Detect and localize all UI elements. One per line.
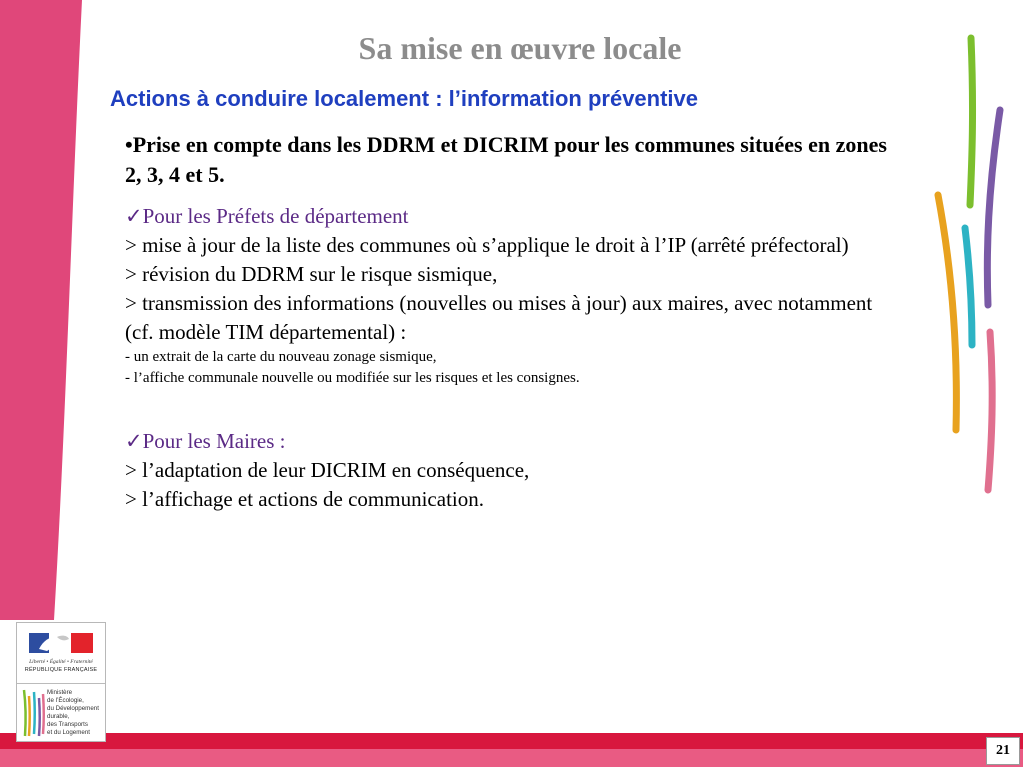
ministry-line: des Transports [47, 721, 88, 728]
ministry-logo [16, 622, 106, 742]
slide-body [125, 130, 905, 514]
section-maires-line-2: > l’affichage et actions de communication. [125, 487, 484, 511]
section-prefets-line-1: > mise à jour de la liste des communes où s’applique le droit à l’IP (arrêté préfectoral) [125, 233, 849, 257]
ministry-stripes-icon [20, 686, 46, 738]
slide-title: Sa mise en œuvre locale [358, 30, 682, 66]
section-maires-heading: ✓Pour les Maires : [125, 429, 286, 453]
stripe-green [970, 38, 973, 205]
stripe-pink [988, 332, 992, 490]
bottom-red-band [0, 733, 1023, 749]
republic-motto: Liberté • Égalité • Fraternité [29, 659, 93, 665]
ministry-line: et du Logement [47, 729, 91, 736]
section-maires-line-1: > l’adaptation de leur DICRIM en conséquence, [125, 458, 530, 482]
stripe-teal [965, 228, 972, 345]
section-prefets-subline-2: - l’affiche communale nouvelle ou modifiée sur les risques et les consignes. [125, 370, 580, 386]
ministry-name [47, 689, 105, 737]
page-number: 21 [986, 737, 1020, 765]
republic-name: RÉPUBLIQUE FRANÇAISE [24, 667, 98, 673]
section-prefets-subline-1: - un extrait de la carte du nouveau zonage sismique, [125, 349, 437, 365]
stripe-orange [938, 195, 956, 430]
main-bullet: •Prise en compte dans les DDRM et DICRIM pour les communes situées en zones 2, 3, 4 et 5. [125, 132, 887, 187]
ministry-line: du Développement [47, 705, 99, 712]
ministry-line: de l’Écologie, [47, 697, 84, 704]
section-prefets-heading: ✓Pour les Préfets de département [125, 204, 409, 228]
left-pink-swoosh [0, 0, 82, 620]
section-prefets-line-3: > transmission des informations (nouvelles ou mises à jour) aux maires, avec notamment (cf. modèle TIM départemental) : [125, 291, 873, 344]
stripe-purple [987, 110, 1000, 305]
ministry-line: durable, [47, 713, 70, 720]
slide-subtitle: Actions à conduire localement : l’information préventive [110, 86, 699, 111]
marianne-flag-icon [17, 623, 105, 659]
section-spacer [125, 389, 905, 427]
section-prefets-line-2: > révision du DDRM sur le risque sismique, [125, 262, 498, 286]
ministry-line: Ministère [47, 689, 73, 696]
marianne-logo [17, 623, 105, 684]
